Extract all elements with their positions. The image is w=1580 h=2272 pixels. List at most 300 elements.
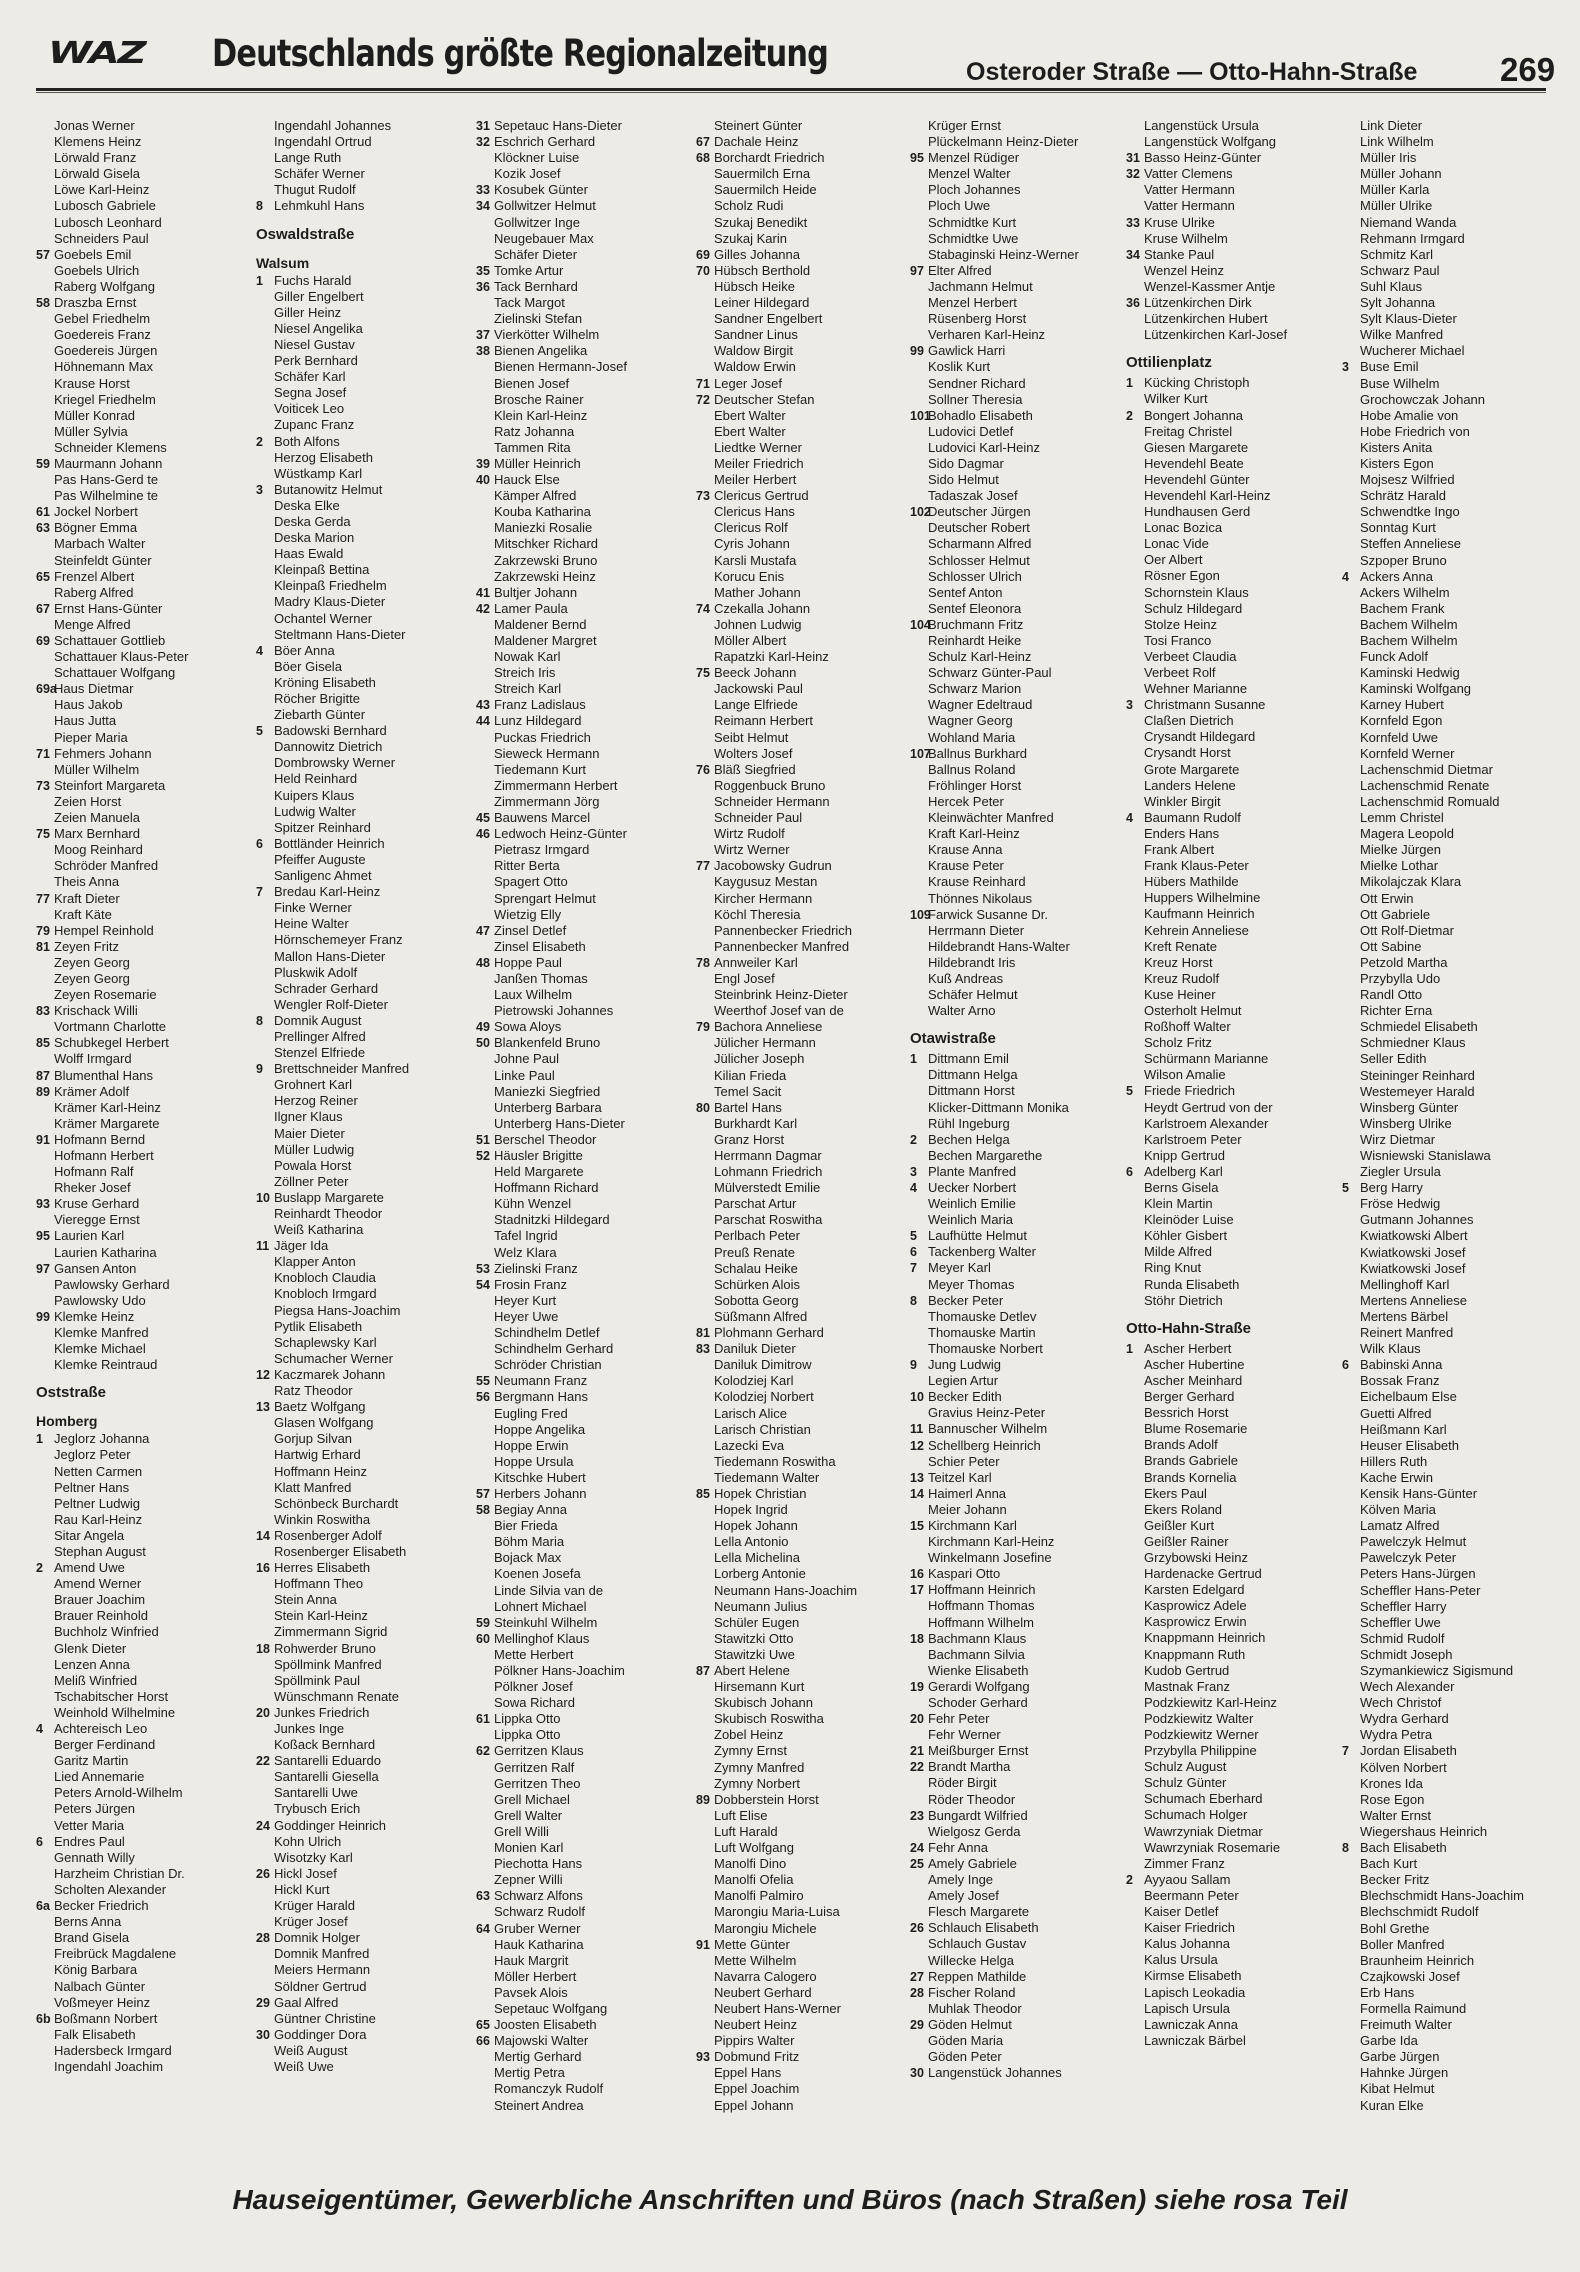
district-heading: Walsum	[256, 254, 310, 271]
resident-entry	[910, 359, 1116, 375]
resident-entry	[1342, 1776, 1548, 1792]
resident-name: Wilke Manfred	[1360, 327, 1444, 343]
resident-entry	[1342, 1695, 1548, 1711]
resident-name: Schulz Hildegard	[1144, 600, 1243, 616]
house-number: 43	[476, 698, 490, 713]
resident-entry	[476, 1888, 682, 1904]
house-number: 13	[910, 1470, 924, 1485]
resident-name: Lamatz Alfred	[1360, 1518, 1440, 1534]
resident-entry	[1126, 649, 1332, 665]
resident-entry	[256, 2011, 462, 2027]
resident-entry	[1126, 2001, 1332, 2017]
resident-name: Szukaj Benedikt	[714, 214, 808, 230]
resident-entry	[1126, 1373, 1332, 1389]
resident-name: Gerritzen Klaus	[494, 1743, 584, 1759]
resident-entry	[256, 2059, 462, 2075]
house-number: 99	[36, 1309, 50, 1324]
resident-entry	[36, 826, 242, 842]
resident-entry	[1342, 1631, 1548, 1647]
resident-entry	[1126, 585, 1332, 601]
resident-name: Neumann Julius	[714, 1598, 808, 1614]
resident-entry	[1126, 906, 1332, 922]
resident-name: Wisotzky Karl	[274, 1849, 353, 1865]
resident-name: Haimerl Anna	[928, 1485, 1007, 1501]
resident-name: Gerardi Wolfgang	[928, 1678, 1030, 1694]
resident-entry	[1126, 488, 1332, 504]
resident-name: Kolodziej Norbert	[714, 1389, 814, 1405]
resident-entry	[256, 482, 462, 498]
resident-name: Guetti Alfred	[1360, 1405, 1432, 1421]
resident-entry	[256, 1592, 462, 1608]
resident-entry	[476, 1003, 682, 1019]
resident-entry	[476, 1953, 682, 1969]
house-number: 59	[36, 456, 50, 471]
resident-name: Dittmann Emil	[928, 1051, 1009, 1067]
resident-entry	[36, 118, 242, 134]
resident-entry	[696, 1019, 902, 1035]
resident-name: Piechotta Hans	[494, 1856, 583, 1872]
resident-name: Zeyen Georg	[54, 970, 130, 986]
resident-name: Puckas Friedrich	[494, 729, 591, 745]
resident-entry	[1126, 971, 1332, 987]
resident-name: Neugebauer Max	[494, 230, 594, 246]
resident-entry	[1126, 408, 1332, 424]
resident-entry	[696, 408, 902, 424]
resident-name: Crysandt Horst	[1144, 745, 1231, 761]
house-number: 50	[476, 1036, 490, 1051]
resident-entry	[696, 1389, 902, 1405]
resident-name: Klemens Heinz	[54, 134, 142, 150]
resident-entry	[696, 1422, 902, 1438]
resident-name: Bachem Frank	[1360, 600, 1445, 616]
resident-name: Formella Raimund	[1360, 2000, 1467, 2016]
house-number: 31	[476, 119, 490, 133]
resident-name: Draszba Ernst	[54, 295, 137, 311]
resident-entry	[696, 1486, 902, 1502]
resident-name: Jockel Norbert	[54, 504, 138, 520]
resident-name: Mielke Lothar	[1360, 858, 1439, 874]
resident-entry	[696, 730, 902, 746]
resident-name: Mertens Bärbel	[1360, 1308, 1449, 1324]
resident-name: Heyer Uwe	[494, 1308, 559, 1324]
resident-entry	[910, 343, 1116, 359]
resident-name: Krischack Willi	[54, 1003, 138, 1019]
resident-entry	[1126, 1968, 1332, 1984]
resident-name: Bannuscher Wilhelm	[928, 1421, 1048, 1437]
resident-entry	[910, 2001, 1116, 2017]
resident-name: Lachenschmid Romuald	[1360, 793, 1500, 809]
resident-entry	[910, 295, 1116, 311]
house-number: 60	[476, 1631, 490, 1646]
resident-entry	[1126, 166, 1332, 182]
resident-entry	[1126, 1791, 1332, 1807]
resident-entry	[476, 1406, 682, 1422]
resident-name: Verbeet Rolf	[1144, 665, 1216, 680]
resident-entry	[256, 820, 462, 836]
resident-entry	[1126, 1695, 1332, 1711]
resident-name: Blume Rosemarie	[1144, 1421, 1248, 1437]
resident-name: Leiner Hildegard	[714, 295, 810, 311]
resident-name: Rösner Egon	[1144, 568, 1220, 584]
resident-name: Hirsemann Kurt	[714, 1679, 805, 1695]
resident-name: Hofmann Ralf	[54, 1164, 134, 1180]
resident-entry	[476, 939, 682, 955]
resident-entry	[910, 2017, 1116, 2033]
resident-entry	[476, 472, 682, 488]
resident-name: Larisch Alice	[714, 1405, 787, 1421]
house-number: 57	[36, 247, 50, 262]
resident-name: Przybylla Philippine	[1144, 1743, 1257, 1759]
resident-name: Hübers Mathilde	[1144, 874, 1239, 890]
resident-entry	[1342, 730, 1548, 746]
resident-name: Zöllner Peter	[274, 1173, 349, 1189]
resident-name: Granz Horst	[714, 1131, 785, 1147]
house-number: 29	[910, 2017, 924, 2032]
resident-name: Kwiatkowski Josef	[1360, 1244, 1466, 1260]
resident-name: Pas Hans-Gerd te	[54, 472, 159, 488]
resident-entry	[256, 659, 462, 675]
resident-entry	[256, 1013, 462, 1029]
resident-name: Amely Gabriele	[928, 1855, 1017, 1871]
resident-name: Ziebarth Günter	[274, 707, 366, 723]
resident-name: Meißburger Ernst	[928, 1743, 1029, 1759]
resident-name: Kalus Johanna	[1144, 1936, 1231, 1952]
resident-entry	[256, 1850, 462, 1866]
resident-name: Köhler Gisbert	[1144, 1228, 1228, 1244]
resident-entry	[256, 1447, 462, 1463]
resident-entry	[1342, 198, 1548, 214]
house-number: 1	[1126, 376, 1133, 391]
resident-entry	[476, 1840, 682, 1856]
resident-name: Krause Horst	[54, 375, 130, 391]
resident-name: Ratz Johanna	[494, 423, 575, 439]
resident-entry	[910, 1679, 1116, 1695]
resident-entry	[256, 1158, 462, 1174]
resident-entry	[1342, 1406, 1548, 1422]
resident-entry	[36, 263, 242, 279]
resident-name: Claßen Dietrich	[1144, 713, 1234, 729]
resident-name: Gansen Anton	[54, 1260, 137, 1276]
resident-name: Deutscher Stefan	[714, 391, 815, 407]
resident-name: Domnik August	[274, 1012, 362, 1028]
resident-name: Karsli Mustafa	[714, 552, 797, 568]
house-number: 95	[910, 151, 924, 166]
house-number: 8	[910, 1293, 917, 1308]
resident-name: Kornfeld Werner	[1360, 745, 1455, 761]
resident-name: Johne Paul	[494, 1051, 560, 1067]
house-number: 22	[910, 1760, 924, 1775]
resident-name: Hoppe Angelika	[494, 1421, 586, 1437]
resident-name: Grell Willi	[494, 1823, 549, 1839]
resident-entry	[696, 295, 902, 311]
resident-entry	[1342, 1856, 1548, 1872]
resident-name: Zielinski Stefan	[494, 311, 583, 327]
house-number: 8	[256, 199, 263, 214]
resident-name: Wohland Maria	[928, 729, 1016, 745]
resident-name: Hevendehl Karl-Heinz	[1144, 487, 1271, 503]
resident-entry	[910, 858, 1116, 874]
house-number: 2	[1126, 1872, 1133, 1887]
resident-entry	[1342, 1743, 1548, 1759]
resident-name: Hoffmann Richard	[494, 1180, 599, 1196]
resident-name: Marx Bernhard	[54, 826, 140, 842]
resident-name: Jäger Ida	[274, 1238, 329, 1254]
resident-entry	[256, 1206, 462, 1222]
resident-name: Larisch Christian	[714, 1421, 811, 1437]
resident-name: Schwarz Alfons	[494, 1888, 583, 1904]
resident-name: Moog Reinhard	[54, 842, 143, 858]
resident-name: Grohnert Karl	[274, 1077, 353, 1093]
resident-name: Suhl Klaus	[1360, 278, 1423, 294]
resident-name: Hoffmann Heinz	[274, 1463, 367, 1479]
resident-name: Roßhoff Walter	[1144, 1019, 1231, 1035]
resident-entry	[476, 1711, 682, 1727]
resident-name: Rosenberger Adolf	[274, 1527, 382, 1543]
resident-name: Amely Josef	[928, 1888, 999, 1904]
resident-entry	[476, 488, 682, 504]
resident-name: Lamer Paula	[494, 600, 568, 616]
resident-name: Ott Sabine	[1360, 938, 1422, 954]
resident-entry	[476, 2081, 682, 2097]
resident-entry	[910, 198, 1116, 214]
resident-name: Bungardt Wilfried	[928, 1807, 1028, 1823]
resident-name: Segna Josef	[274, 385, 347, 401]
house-number: 58	[36, 296, 50, 311]
resident-name: Böer Gisela	[274, 658, 342, 674]
resident-name: Wietzig Elly	[494, 906, 562, 922]
resident-entry	[36, 1357, 242, 1373]
resident-name: Zupanc Franz	[274, 417, 355, 433]
resident-entry	[1342, 376, 1548, 392]
resident-entry	[36, 1309, 242, 1325]
resident-entry	[476, 1164, 682, 1180]
resident-name: Lützenkirchen Hubert	[1144, 311, 1268, 327]
house-number: 91	[696, 1937, 710, 1952]
resident-name: Ploch Johannes	[928, 182, 1021, 198]
resident-entry	[696, 649, 902, 665]
resident-entry	[476, 1341, 682, 1357]
resident-name: Marongiu Maria-Luisa	[714, 1904, 840, 1920]
resident-name: Sobotta Georg	[714, 1292, 799, 1308]
resident-name: Frenzel Albert	[54, 568, 135, 584]
resident-name: Zymny Manfred	[714, 1759, 805, 1775]
resident-entry	[476, 1277, 682, 1293]
resident-name: Schindhelm Detlef	[494, 1325, 600, 1341]
resident-name: Plohmann Gerhard	[714, 1325, 824, 1341]
house-number: 1	[910, 1052, 917, 1067]
resident-name: Löwe Karl-Heinz	[54, 182, 150, 198]
resident-name: Dobberstein Horst	[714, 1791, 819, 1807]
resident-entry	[1342, 408, 1548, 424]
resident-entry	[696, 311, 902, 327]
resident-entry	[910, 1775, 1116, 1791]
resident-entry	[910, 713, 1116, 729]
resident-entry	[256, 289, 462, 305]
resident-name: Tiedemann Kurt	[494, 761, 587, 777]
resident-name: Braunheim Heinrich	[1360, 1952, 1475, 1968]
resident-name: Herzog Reiner	[274, 1093, 358, 1109]
house-number: 3	[256, 482, 263, 497]
resident-name: Leger Josef	[714, 375, 782, 391]
resident-entry	[36, 1496, 242, 1512]
resident-name: Söldner Gertrud	[274, 1978, 367, 1994]
resident-name: Pannenbecker Friedrich	[714, 922, 853, 938]
resident-name: Schwendtke Ingo	[1360, 504, 1460, 520]
resident-entry	[476, 166, 682, 182]
resident-name: Zinsel Elisabeth	[494, 938, 586, 954]
resident-name: Pavsek Alois	[494, 1984, 568, 2000]
resident-entry	[1126, 1212, 1332, 1228]
resident-entry	[36, 408, 242, 424]
resident-entry	[256, 385, 462, 401]
resident-name: Giesen Margarete	[1144, 439, 1249, 455]
resident-entry	[1342, 1068, 1548, 1084]
resident-name: Temel Sacit	[714, 1083, 782, 1099]
resident-entry	[36, 858, 242, 874]
resident-name: Göden Helmut	[928, 2016, 1012, 2032]
resident-entry	[36, 1608, 242, 1624]
resident-entry	[910, 939, 1116, 955]
resident-name: Kröning Elisabeth	[274, 674, 376, 690]
house-number: 102	[910, 505, 931, 520]
resident-name: Schattauer Gottlieb	[54, 633, 166, 648]
resident-name: Wawrzyniak Dietmar	[1144, 1823, 1263, 1839]
resident-entry	[910, 1663, 1116, 1679]
resident-name: Plückelmann Heinz-Dieter	[928, 134, 1079, 150]
resident-name: Müller Karla	[1360, 182, 1430, 198]
resident-entry	[36, 1801, 242, 1817]
resident-entry	[910, 520, 1116, 536]
resident-name: Haus Dietmar	[54, 681, 134, 697]
house-number: 9	[910, 1358, 917, 1373]
resident-name: Bartel Hans	[714, 1099, 782, 1115]
resident-entry	[696, 971, 902, 987]
resident-entry	[910, 1277, 1116, 1293]
house-number: 38	[476, 344, 490, 359]
directory-column	[1126, 118, 1332, 2049]
resident-entry	[1342, 1566, 1548, 1582]
resident-name: Röcher Brigitte	[274, 691, 360, 706]
resident-name: Meier Johann	[928, 1501, 1007, 1517]
resident-name: Elter Alfred	[928, 262, 992, 278]
resident-name: Sowa Richard	[494, 1695, 575, 1711]
resident-entry	[696, 1502, 902, 1518]
resident-entry	[1342, 1325, 1548, 1341]
resident-name: Becker Peter	[928, 1292, 1004, 1308]
resident-name: Jung Ludwig	[928, 1357, 1001, 1373]
house-number: 87	[36, 1068, 50, 1083]
resident-name: Wenzel-Kassmer Antje	[1144, 278, 1276, 294]
resident-name: Podzkiewitz Werner	[1144, 1727, 1259, 1742]
house-number: 45	[476, 811, 490, 826]
resident-name: Kriegel Friedhelm	[54, 391, 156, 407]
resident-entry	[910, 376, 1116, 392]
resident-entry	[476, 778, 682, 794]
resident-name: Mette Wilhelm	[714, 1952, 797, 1968]
house-number: 71	[36, 746, 50, 761]
resident-entry	[1342, 1550, 1548, 1566]
resident-name: Boßmann Norbert	[54, 2010, 158, 2026]
resident-entry	[910, 456, 1116, 472]
resident-entry	[1342, 1422, 1548, 1438]
resident-name: Meyer Thomas	[928, 1276, 1015, 1292]
resident-entry	[1126, 745, 1332, 761]
resident-entry	[910, 1534, 1116, 1550]
resident-entry	[1126, 134, 1332, 150]
resident-name: Hartwig Erhard	[274, 1447, 361, 1463]
resident-entry	[696, 697, 902, 713]
resident-name: Stein Anna	[274, 1592, 337, 1608]
resident-name: Glasen Wolfgang	[274, 1415, 374, 1431]
resident-entry	[910, 1711, 1116, 1727]
resident-entry	[476, 649, 682, 665]
resident-name: Geißler Rainer	[1144, 1533, 1229, 1549]
resident-entry	[696, 1840, 902, 1856]
resident-entry	[476, 504, 682, 520]
resident-entry	[696, 1245, 902, 1261]
resident-name: Piegsa Hans-Joachim	[274, 1302, 401, 1318]
house-number: 42	[476, 601, 490, 616]
house-number: 4	[1126, 810, 1133, 825]
resident-name: Maniezki Siegfried	[494, 1083, 601, 1099]
resident-entry	[1342, 134, 1548, 150]
resident-entry	[1342, 440, 1548, 456]
resident-name: Bessrich Horst	[1144, 1405, 1229, 1421]
resident-name: Lohmann Friedrich	[714, 1164, 823, 1180]
house-number: 76	[696, 762, 710, 777]
resident-entry	[910, 681, 1116, 697]
resident-entry	[36, 1164, 242, 1180]
resident-entry	[910, 327, 1116, 343]
resident-entry	[1126, 729, 1332, 745]
resident-name: Grzybowski Heinz	[1144, 1549, 1249, 1565]
resident-entry	[910, 1792, 1116, 1808]
resident-name: Knappmann Heinrich	[1144, 1630, 1266, 1646]
resident-name: Reinert Manfred	[1360, 1325, 1454, 1341]
resident-name: Karlstroem Alexander	[1144, 1115, 1269, 1131]
resident-entry	[476, 762, 682, 778]
resident-entry	[256, 2043, 462, 2059]
resident-name: Ebert Walter	[714, 423, 786, 439]
resident-name: Deska Elke	[274, 497, 340, 513]
resident-entry	[36, 569, 242, 585]
resident-name: Buchholz Winfried	[54, 1624, 159, 1640]
resident-entry	[1126, 665, 1332, 681]
resident-entry	[256, 578, 462, 594]
resident-entry	[476, 1019, 682, 1035]
resident-name: Baumann Rudolf	[1144, 809, 1241, 825]
resident-entry	[476, 1486, 682, 1502]
resident-entry	[696, 231, 902, 247]
resident-name: Stöhr Dietrich	[1144, 1292, 1223, 1308]
resident-name: Süßmann Alfred	[714, 1308, 808, 1324]
resident-name: Ludovici Karl-Heinz	[928, 439, 1040, 455]
resident-entry	[36, 923, 242, 939]
resident-name: Zimmer Franz	[1144, 1855, 1225, 1871]
resident-name: Zimmermann Sigrid	[274, 1624, 388, 1640]
resident-name: Romanczyk Rudolf	[494, 2081, 604, 2097]
resident-name: Brauer Joachim	[54, 1592, 146, 1608]
resident-name: Luft Wolfgang	[714, 1840, 794, 1856]
resident-entry	[36, 1689, 242, 1705]
resident-entry	[696, 1727, 902, 1743]
resident-name: Podzkiewitz Walter	[1144, 1710, 1254, 1726]
resident-entry	[476, 1583, 682, 1599]
house-number: 5	[910, 1229, 917, 1244]
house-number: 18	[256, 1641, 270, 1656]
resident-name: Pölkner Josef	[494, 1679, 573, 1695]
resident-name: Luft Elise	[714, 1807, 768, 1823]
